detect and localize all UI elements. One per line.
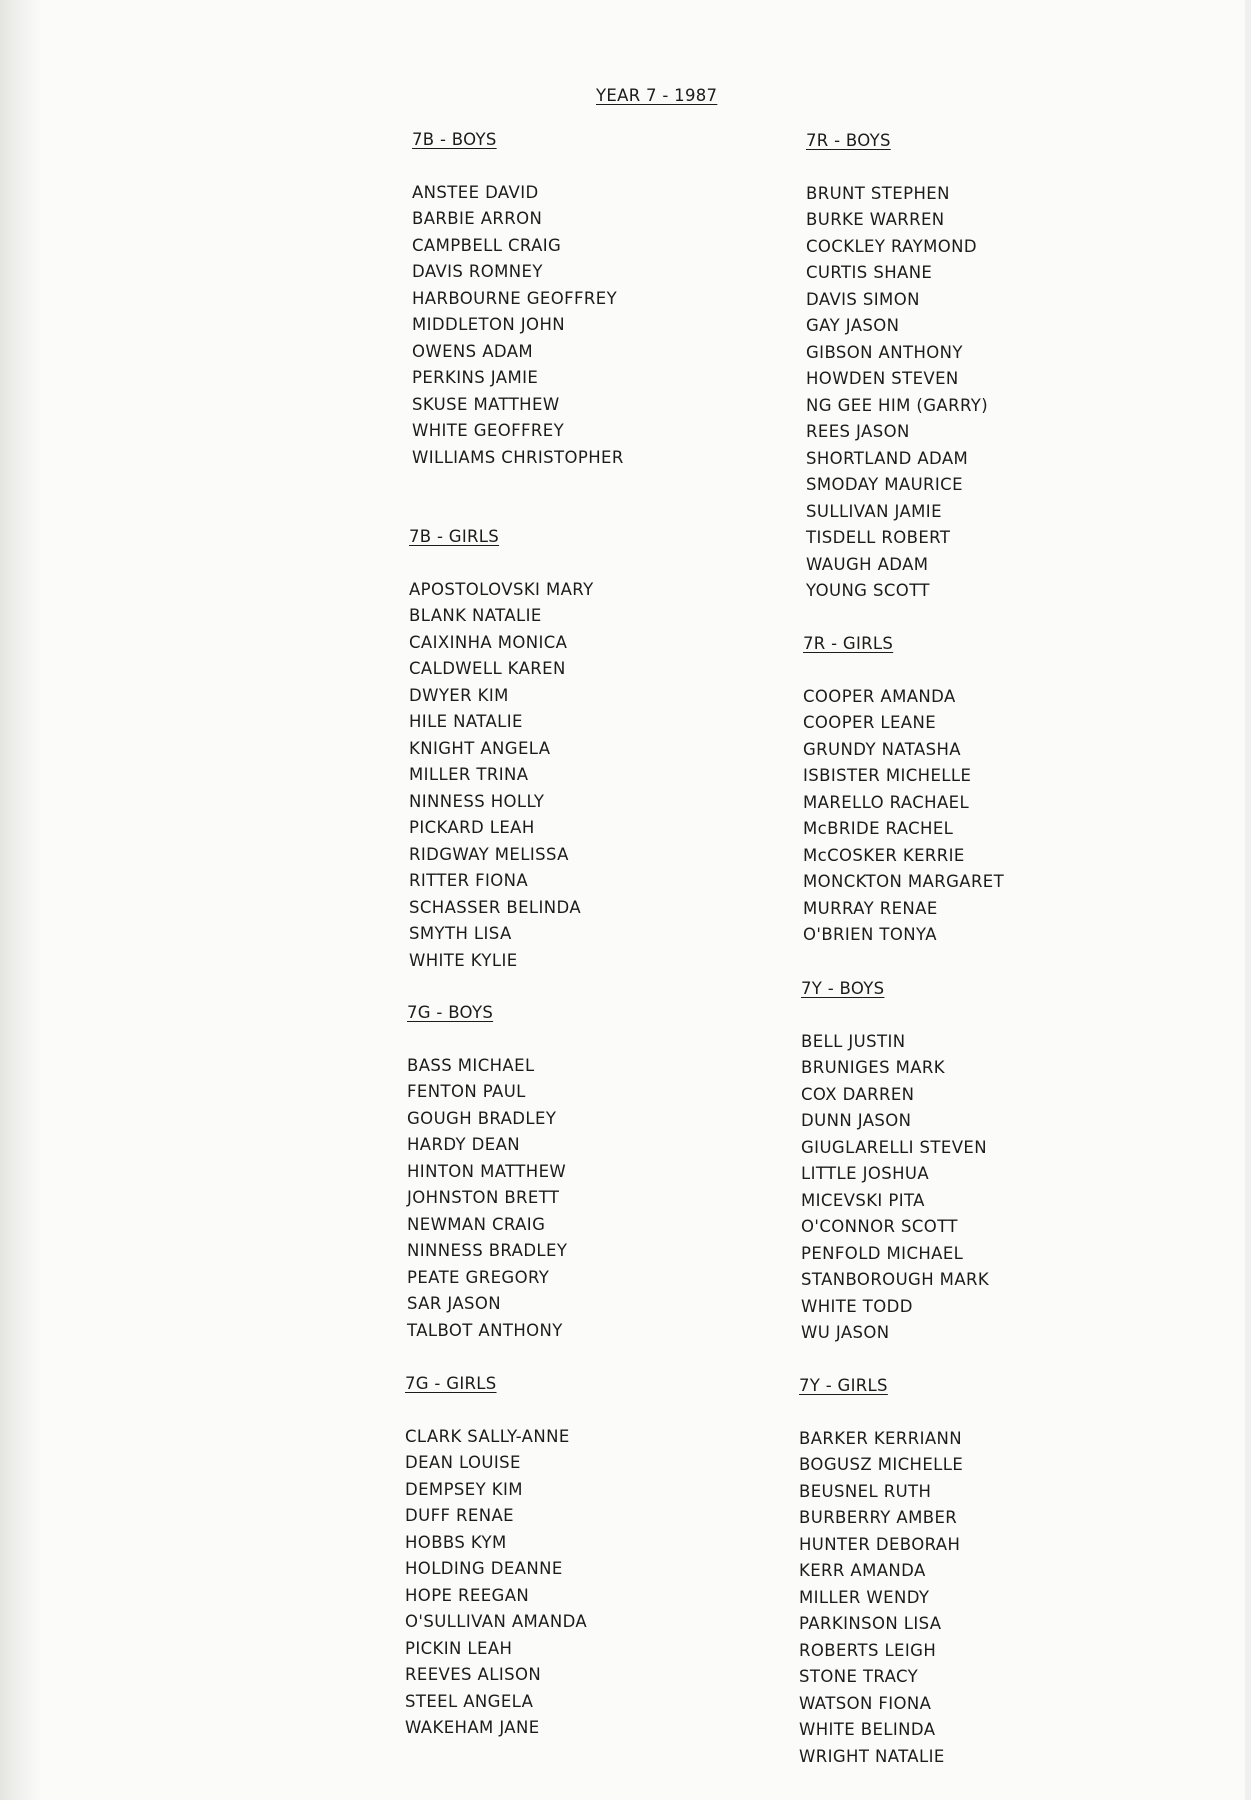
section-heading: 7Y - BOYS [801, 979, 885, 998]
student-name: HINTON MATTHEW [407, 1161, 567, 1181]
student-name: COCKLEY RAYMOND [806, 236, 977, 256]
student-name: GIBSON ANTHONY [806, 342, 963, 362]
student-name: REES JASON [806, 422, 910, 441]
document-title: YEAR 7 - 1987 [596, 86, 718, 105]
student-name: HARDY DEAN [407, 1135, 521, 1154]
student-name: TISDELL ROBERT [806, 528, 951, 547]
student-name: BURBERRY AMBER [799, 1508, 958, 1527]
student-name: WILLIAMS CHRISTOPHER [412, 447, 624, 467]
student-name: WHITE BELINDA [799, 1720, 936, 1739]
student-name: SMYTH LISA [409, 924, 512, 943]
student-name: PERKINS JAMIE [412, 368, 539, 387]
student-name: KERR AMANDA [799, 1561, 926, 1580]
student-name: YOUNG SCOTT [806, 581, 930, 600]
name-list [803, 684, 1004, 949]
student-name: GIUGLARELLI STEVEN [801, 1137, 987, 1157]
student-name: GOUGH BRADLEY [407, 1108, 557, 1128]
student-name: WHITE GEOFFREY [412, 421, 565, 440]
student-name: BOGUSZ MICHELLE [799, 1455, 964, 1474]
student-name: O'SULLIVAN AMANDA [405, 1612, 588, 1631]
name-list [806, 181, 988, 605]
student-name: RITTER FIONA [409, 871, 529, 890]
student-name: KNIGHT ANGELA [409, 738, 551, 758]
section-7y-boys [801, 976, 989, 1347]
section-7r-boys [806, 128, 988, 605]
student-name: WHITE TODD [801, 1296, 913, 1316]
student-name: WAUGH ADAM [806, 554, 929, 574]
section-heading: 7G - GIRLS [405, 1374, 497, 1393]
student-name: STONE TRACY [799, 1667, 919, 1686]
student-name: MURRAY RENAE [803, 898, 938, 918]
student-name: O'BRIEN TONYA [803, 925, 937, 944]
student-name: CAIXINHA MONICA [409, 632, 568, 652]
student-name: REEVES ALISON [405, 1665, 542, 1684]
student-name: SMODAY MAURICE [806, 475, 963, 494]
student-name: NEWMAN CRAIG [407, 1214, 546, 1234]
student-name: STANBOROUGH MARK [801, 1270, 990, 1289]
section-heading: 7R - BOYS [806, 131, 891, 150]
student-name: COOPER LEANE [803, 713, 937, 732]
student-name: BRUNT STEPHEN [806, 183, 950, 203]
section-heading: 7R - GIRLS [803, 634, 894, 653]
student-name: FENTON PAUL [407, 1082, 526, 1101]
student-name: COOPER AMANDA [803, 686, 956, 706]
student-name: DAVIS SIMON [806, 289, 920, 309]
student-name: BRUNIGES MARK [801, 1058, 946, 1077]
student-name: McCOSKER KERRIE [803, 845, 965, 865]
student-name: PICKARD LEAH [409, 818, 535, 837]
student-name: MARELLO RACHAEL [803, 792, 970, 812]
student-name: ROBERTS LEIGH [799, 1640, 937, 1660]
student-name: HOBBS KYM [405, 1532, 507, 1552]
student-name: DUNN JASON [801, 1111, 912, 1130]
student-name: BARKER KERRIANN [799, 1428, 963, 1448]
name-list [409, 577, 594, 975]
student-name: NINNESS HOLLY [409, 791, 545, 811]
student-name: BARBIE ARRON [412, 209, 543, 228]
name-list [405, 1424, 587, 1742]
student-name: MILLER TRINA [409, 765, 529, 784]
section-7y-girls [799, 1373, 963, 1770]
student-name: McBRIDE RACHEL [803, 819, 954, 838]
student-name: BASS MICHAEL [407, 1055, 535, 1075]
student-name: HILE NATALIE [409, 712, 523, 731]
student-name: GAY JASON [806, 316, 900, 335]
student-name: PICKIN LEAH [405, 1638, 513, 1658]
student-name: TALBOT ANTHONY [407, 1320, 563, 1340]
student-name: MICEVSKI PITA [801, 1190, 925, 1210]
student-name: BEUSNEL RUTH [799, 1481, 932, 1501]
student-name: WRIGHT NATALIE [799, 1746, 945, 1766]
student-name: LITTLE JOSHUA [801, 1164, 930, 1183]
student-name: DEMPSEY KIM [405, 1479, 523, 1499]
section-heading: 7G - BOYS [407, 1003, 494, 1022]
student-name: CALDWELL KAREN [409, 659, 566, 678]
student-name: HOPE REEGAN [405, 1585, 530, 1605]
student-name: SKUSE MATTHEW [412, 394, 560, 414]
student-name: DUFF RENAE [405, 1506, 514, 1525]
student-name: CAMPBELL CRAIG [412, 235, 562, 255]
student-name: ISBISTER MICHELLE [803, 766, 972, 785]
student-name: STEEL ANGELA [405, 1691, 534, 1711]
student-name: DAVIS ROMNEY [412, 262, 543, 281]
student-name: NG GEE HIM (GARRY) [806, 395, 989, 415]
student-name: WHITE KYLIE [409, 950, 518, 970]
student-name: MILLER WENDY [799, 1587, 930, 1607]
name-list [801, 1029, 989, 1347]
student-name: PEATE GREGORY [407, 1267, 550, 1287]
student-name: BELL JUSTIN [801, 1031, 906, 1051]
student-name: ANSTEE DAVID [412, 182, 539, 202]
student-name: DEAN LOUISE [405, 1453, 521, 1472]
section-7g-boys [407, 1000, 567, 1344]
page-right-edge [1245, 0, 1251, 1800]
section-7b-boys [412, 127, 624, 471]
student-name: JOHNSTON BRETT [407, 1188, 560, 1207]
student-name: CURTIS SHANE [806, 263, 933, 282]
section-heading: 7B - GIRLS [409, 527, 500, 546]
student-name: PENFOLD MICHAEL [801, 1243, 964, 1263]
student-name: HARBOURNE GEOFFREY [412, 288, 618, 308]
student-name: BLANK NATALIE [409, 606, 542, 625]
student-name: CLARK SALLY-ANNE [405, 1426, 570, 1446]
student-name: SAR JASON [407, 1294, 502, 1313]
student-name: OWENS ADAM [412, 341, 534, 361]
student-name: BURKE WARREN [806, 210, 945, 229]
page-left-edge [0, 0, 42, 1800]
student-name: DWYER KIM [409, 685, 509, 705]
student-name: O'CONNOR SCOTT [801, 1217, 958, 1236]
section-heading: 7B - BOYS [412, 130, 497, 149]
student-name: APOSTOLOVSKI MARY [409, 579, 594, 599]
student-name: HOLDING DEANNE [405, 1559, 563, 1578]
section-7b-girls [409, 524, 594, 974]
section-heading: 7Y - GIRLS [799, 1376, 888, 1395]
student-name: WU JASON [801, 1323, 890, 1342]
student-name: WATSON FIONA [799, 1693, 932, 1713]
student-name: COX DARREN [801, 1084, 915, 1104]
student-name: MIDDLETON JOHN [412, 315, 565, 334]
student-name: MONCKTON MARGARET [803, 872, 1005, 891]
student-name: SHORTLAND ADAM [806, 448, 969, 468]
student-name: GRUNDY NATASHA [803, 739, 961, 759]
name-list [412, 180, 624, 472]
student-name: WAKEHAM JANE [405, 1718, 540, 1737]
student-name: HOWDEN STEVEN [806, 369, 959, 388]
section-7r-girls [803, 631, 1004, 949]
student-name: RIDGWAY MELISSA [409, 844, 569, 864]
student-name: SCHASSER BELINDA [409, 897, 582, 917]
name-list [799, 1426, 963, 1771]
student-name: NINNESS BRADLEY [407, 1241, 568, 1260]
student-name: HUNTER DEBORAH [799, 1534, 961, 1554]
student-name: SULLIVAN JAMIE [806, 501, 942, 521]
student-name: PARKINSON LISA [799, 1614, 942, 1633]
name-list [407, 1053, 567, 1345]
section-7g-girls [405, 1371, 587, 1742]
